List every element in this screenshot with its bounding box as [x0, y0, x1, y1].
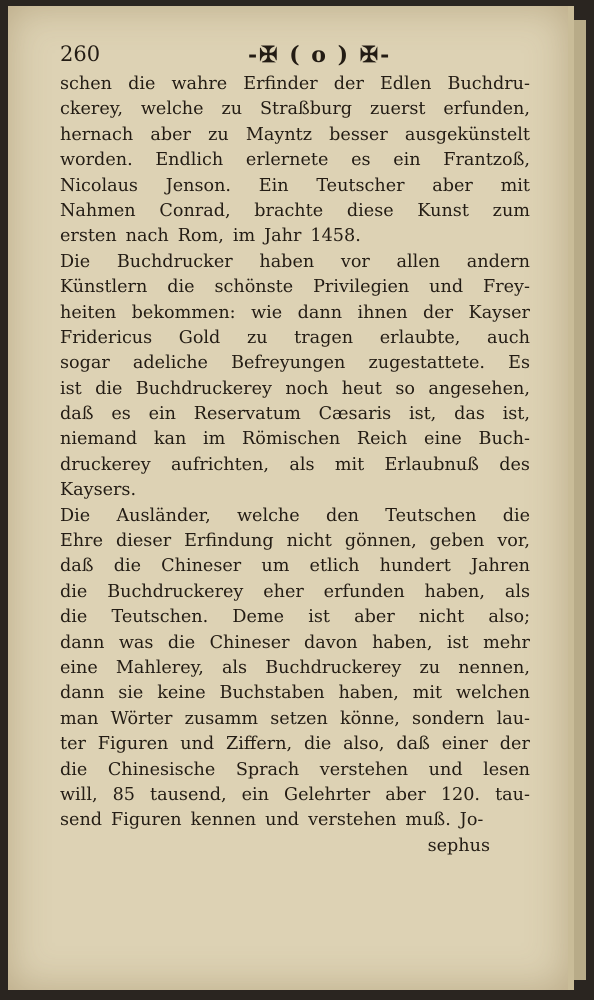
- running-head: [60, 36, 530, 76]
- header-ornament: -✠ ( o ) ✠-: [248, 42, 392, 68]
- text-line: ter Figuren und Ziffern, die also, daß einer der: [60, 734, 530, 755]
- text-line: daß die Chineser um etlich hundert Jahren: [60, 556, 530, 577]
- text-line: druckerey aufrichten, als mit Erlaubnuß des: [60, 454, 530, 475]
- text-line: Die Buchdrucker haben vor allen andern: [60, 251, 530, 272]
- body-text: [60, 72, 530, 859]
- text-line: worden. Endlich erlernete es ein Frantzoß,: [60, 150, 530, 171]
- text-line: sephus: [427, 835, 490, 856]
- text-line: dann was die Chineser davon haben, ist mehr: [60, 632, 530, 653]
- text-line: ist die Buchdruckerey noch heut so angesehen,: [60, 378, 530, 399]
- text-line: ersten nach Rom, im Jahr 1458.: [60, 226, 361, 247]
- text-line: eine Mahlerey, als Buchdruckerey zu nennen,: [60, 657, 530, 678]
- text-line: man Wörter zusamm setzen könne, sondern lau-: [60, 708, 530, 729]
- text-line: hernach aber zu Mayntz besser ausgekünstelt: [60, 124, 530, 145]
- text-line: send Figuren kennen und verstehen muß. Jo-: [60, 810, 484, 831]
- text-line: Die Ausländer, welche den Teutschen die: [60, 505, 530, 526]
- text-line: Ehre dieser Erfindung nicht gönnen, geben vor,: [60, 531, 530, 552]
- text-line: die Chinesische Sprach verstehen und lesen: [60, 759, 530, 780]
- text-line: Künstlern die schönste Privilegien und Frey-: [60, 277, 530, 298]
- text-line: will, 85 tausend, ein Gelehrter aber 120. tau-: [60, 784, 530, 805]
- text-line: Nicolaus Jenson. Ein Teutscher aber mit: [60, 175, 530, 196]
- text-line: heiten bekommen: wie dann ihnen der Kayser: [60, 302, 530, 323]
- text-line: dann sie keine Buchstaben haben, mit welchen: [60, 683, 530, 704]
- text-line: ckerey, welche zu Straßburg zuerst erfunden,: [60, 99, 530, 120]
- text-line: die Teutschen. Deme ist aber nicht also;: [60, 607, 530, 628]
- text-line: niemand kan im Römischen Reich eine Buch-: [60, 429, 530, 450]
- text-line: sogar adeliche Befreyungen zugestattete. Es: [60, 353, 530, 374]
- text-line: Kaysers.: [60, 480, 137, 501]
- text-line: Fridericus Gold zu tragen erlaubte, auch: [60, 327, 530, 348]
- text-line: schen die wahre Erfinder der Edlen Buchdru-: [60, 74, 530, 94]
- text-line: Nahmen Conrad, brachte diese Kunst zum: [60, 200, 530, 221]
- text-line: daß es ein Reservatum Cæsaris ist, das ist,: [60, 404, 530, 425]
- page-number: 260: [60, 42, 101, 66]
- text-line: die Buchdruckerey eher erfunden haben, als: [60, 581, 530, 602]
